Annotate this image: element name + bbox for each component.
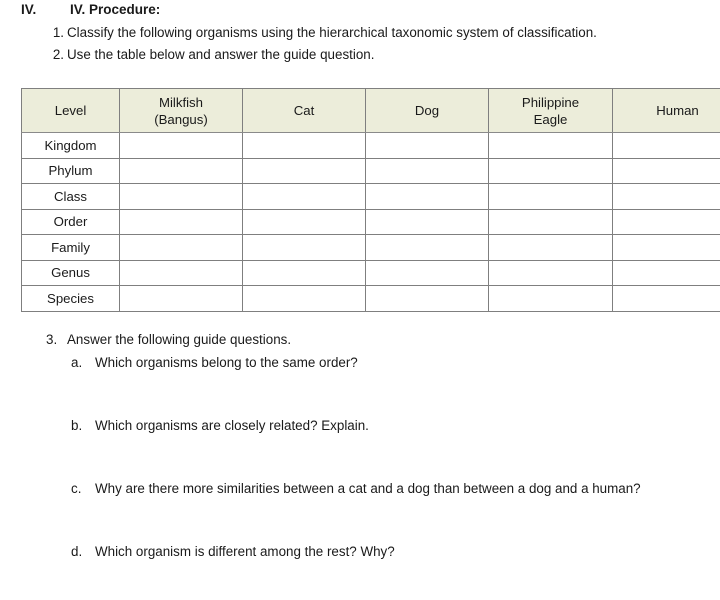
table-header-row [22,89,720,133]
table-row [22,209,720,235]
answer-cell[interactable] [613,286,720,312]
answer-cell[interactable] [613,133,720,159]
header-line-1: Dog [414,103,440,118]
section-heading [21,0,701,20]
answer-cell[interactable] [613,209,720,235]
answer-cell[interactable] [120,158,243,184]
answer-cell[interactable] [120,184,243,210]
guide-question-marker: c. [71,481,82,496]
answer-cell[interactable] [366,286,489,312]
answer-cell[interactable] [366,235,489,261]
table-header-cell-level [22,89,120,133]
header-line-2: Eagle [533,111,568,127]
answer-cell[interactable] [120,133,243,159]
answer-cell[interactable] [489,158,613,184]
table-header-cell-human [613,89,720,133]
answer-cell[interactable] [489,260,613,286]
answer-cell[interactable] [613,158,720,184]
table-header-cell-dog [366,89,489,133]
answer-cell[interactable] [489,209,613,235]
section-title: IV. Procedure: [70,2,161,17]
answer-cell[interactable] [366,184,489,210]
step-text: Classify the following organisms using the hierarchical taxonomic system of classification. [67,25,597,40]
answer-cell[interactable] [489,235,613,261]
answer-cell[interactable] [243,286,366,312]
table-row [22,286,720,312]
level-label-kingdom: Kingdom [22,133,120,159]
table-row [22,158,720,184]
guide-question-marker: d. [71,544,83,559]
table-row [22,235,720,261]
level-label-family: Family [22,235,120,261]
taxonomy-table [21,88,720,312]
guide-question-text: Which organisms belong to the same order? [95,355,358,370]
guide-intro-marker: 3. [46,332,58,347]
step-marker: 1. [52,25,64,40]
section-number: IV. [21,2,37,17]
header-line-1: Milkfish [159,94,203,110]
procedure-step [0,44,720,66]
guide-intro-text: Answer the following guide questions. [67,332,292,347]
table-row [22,184,720,210]
table-row [22,133,720,159]
answer-cell[interactable] [366,158,489,184]
table-header-cell-milkfish [120,89,243,133]
answer-cell[interactable] [243,235,366,261]
level-label-species: Species [22,286,120,312]
answer-cell[interactable] [120,286,243,312]
header-line-1: Cat [293,103,315,118]
table-header-cell-philippine-eagle [489,89,613,133]
header-line-1: Human [656,103,699,118]
guide-question-text: Why are there more similarities between a cat and a dog than between a dog and a human? [95,481,641,496]
answer-cell[interactable] [489,184,613,210]
answer-cell[interactable] [243,260,366,286]
answer-cell[interactable] [489,286,613,312]
guide-question-marker: a. [71,355,83,370]
answer-cell[interactable] [613,184,720,210]
guide-question-text: Which organism is different among the rest? Why? [95,544,395,559]
table-header-cell-cat [243,89,366,133]
answer-cell[interactable] [613,260,720,286]
guide-question-text: Which organisms are closely related? Explain. [95,418,369,433]
answer-cell[interactable] [120,260,243,286]
step-text: Use the table below and answer the guide question. [67,47,375,62]
answer-cell[interactable] [613,235,720,261]
level-label-order: Order [22,209,120,235]
answer-cell[interactable] [366,260,489,286]
guide-question-marker: b. [71,418,83,433]
answer-cell[interactable] [120,235,243,261]
answer-cell[interactable] [243,184,366,210]
answer-cell[interactable] [366,133,489,159]
answer-cell[interactable] [243,158,366,184]
level-label-phylum: Phylum [22,158,120,184]
level-label-genus: Genus [22,260,120,286]
table-row [22,260,720,286]
header-line-2: (Bangus) [154,111,208,127]
header-line-1: Level [54,103,87,118]
answer-cell[interactable] [243,133,366,159]
answer-cell[interactable] [120,209,243,235]
header-line-1: Philippine [521,94,580,110]
answer-cell[interactable] [366,209,489,235]
step-marker: 2. [52,47,64,62]
taxonomy-table-container [21,88,720,312]
procedure-step [0,22,720,44]
procedure-step-list [0,22,720,66]
answer-cell[interactable] [243,209,366,235]
answer-cell[interactable] [489,133,613,159]
taxonomy-table-body [22,133,720,312]
level-label-class: Class [22,184,120,210]
